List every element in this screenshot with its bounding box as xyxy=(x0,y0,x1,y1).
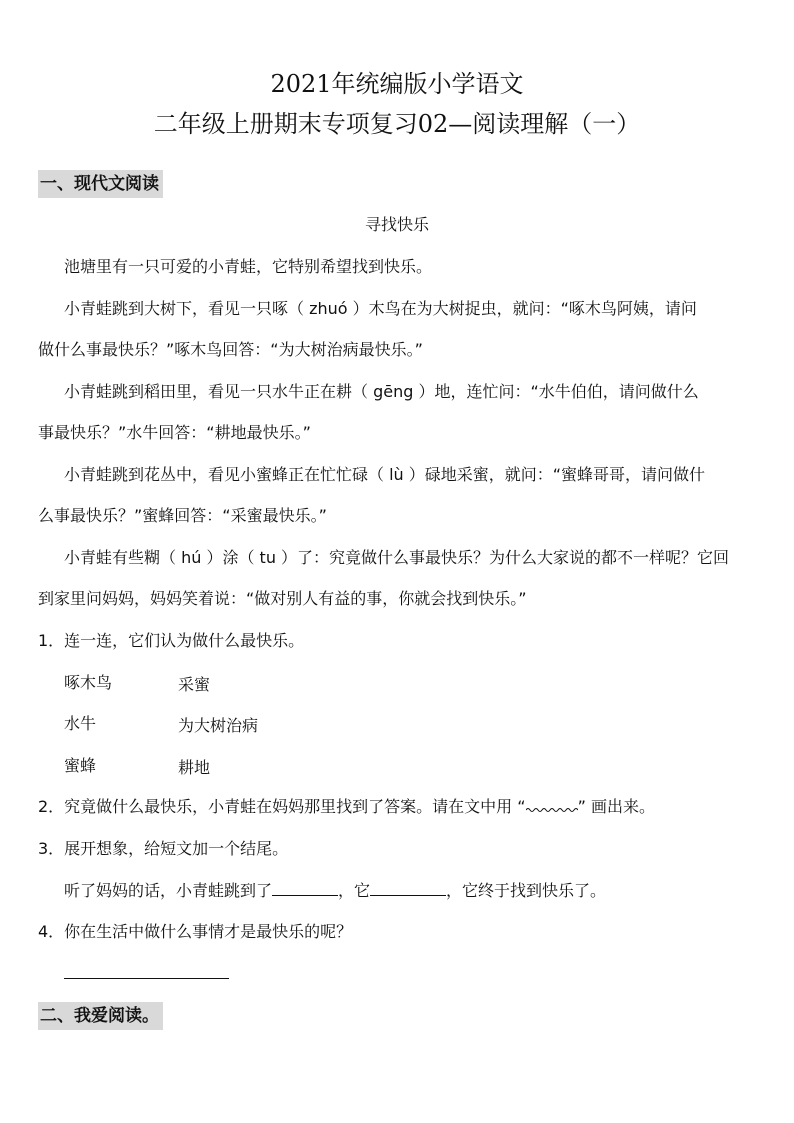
wavy-underline-icon xyxy=(526,804,578,812)
document-title-line2: 二年级上册期末专项复习02—阅读理解（一） xyxy=(153,110,641,138)
match-right-item[interactable]: 采蜜 xyxy=(178,675,211,694)
fill-blank-1[interactable] xyxy=(272,881,338,896)
paragraph-2-line-2: 做什么事最快乐？”啄木鸟回答：“为大树治病最快乐。” xyxy=(38,340,423,359)
question-4: 4．你在生活中做什么事情才是最快乐的呢？ xyxy=(38,922,353,941)
paragraph-4-line-2: 么事最快乐？”蜜蜂回答：“采蜜最快乐。” xyxy=(38,506,327,525)
match-left-item[interactable]: 啄木鸟 xyxy=(64,673,113,692)
fill-text-a: 听了妈妈的话，小青蛙跳到了 xyxy=(64,881,273,900)
match-left-item[interactable]: 蜜蜂 xyxy=(64,756,97,775)
answer-line[interactable] xyxy=(64,978,229,979)
fill-text-b: ，它 xyxy=(338,881,371,900)
question-1: 1．连一连，它们认为做什么最快乐。 xyxy=(38,631,305,650)
match-right-item[interactable]: 耕地 xyxy=(178,758,211,777)
question-2-text-after: ” 画出来。 xyxy=(577,797,655,816)
question-3: 3．展开想象，给短文加一个结尾。 xyxy=(38,839,289,858)
match-left-item[interactable]: 水牛 xyxy=(64,714,97,733)
paragraph-4-line-1: 小青蛙跳到花丛中，看见小蜜蜂正在忙忙碌（ lù ）碌地采蜜，就问：“蜜蜂哥哥，请问做什 xyxy=(64,465,706,484)
story-title: 寻找快乐 xyxy=(364,215,429,234)
paragraph-5-line-1: 小青蛙有些糊（ hú ）涂（ tu ）了：究竟做什么事最快乐？为什么大家说的都不一样呢？它回 xyxy=(64,548,730,567)
paragraph-1: 池塘里有一只可爱的小青蛙，它特别希望找到快乐。 xyxy=(64,257,433,276)
paragraph-5-line-2: 到家里问妈妈，妈妈笑着说：“做对别人有益的事，你就会找到快乐。” xyxy=(38,589,527,608)
fill-text-c: ，它终于找到快乐了。 xyxy=(446,881,607,900)
document-title-line1: 2021年统编版小学语文 xyxy=(270,70,524,98)
question-2-text-before: 2．究竟做什么最快乐，小青蛙在妈妈那里找到了答案。请在文中用 “ xyxy=(38,797,526,816)
question-3-fill-sentence xyxy=(64,880,606,902)
paragraph-2-line-1: 小青蛙跳到大树下，看见一只啄（ zhuó ）木鸟在为大树捉虫，就问：“啄木鸟阿姨，请问 xyxy=(64,299,697,318)
question-2 xyxy=(38,796,655,818)
paragraph-3-line-2: 事最快乐？”水牛回答：“耕地最快乐。” xyxy=(38,423,311,442)
section-heading-i-love-reading: 二、我爱阅读。 xyxy=(38,1002,163,1030)
fill-blank-2[interactable] xyxy=(370,881,446,896)
section-heading-modern-reading: 一、现代文阅读 xyxy=(38,170,163,198)
paragraph-3-line-1: 小青蛙跳到稻田里，看见一只水牛正在耕（ gēng ）地，连忙问：“水牛伯伯，请问做什么 xyxy=(64,382,699,401)
match-right-item[interactable]: 为大树治病 xyxy=(178,716,259,735)
